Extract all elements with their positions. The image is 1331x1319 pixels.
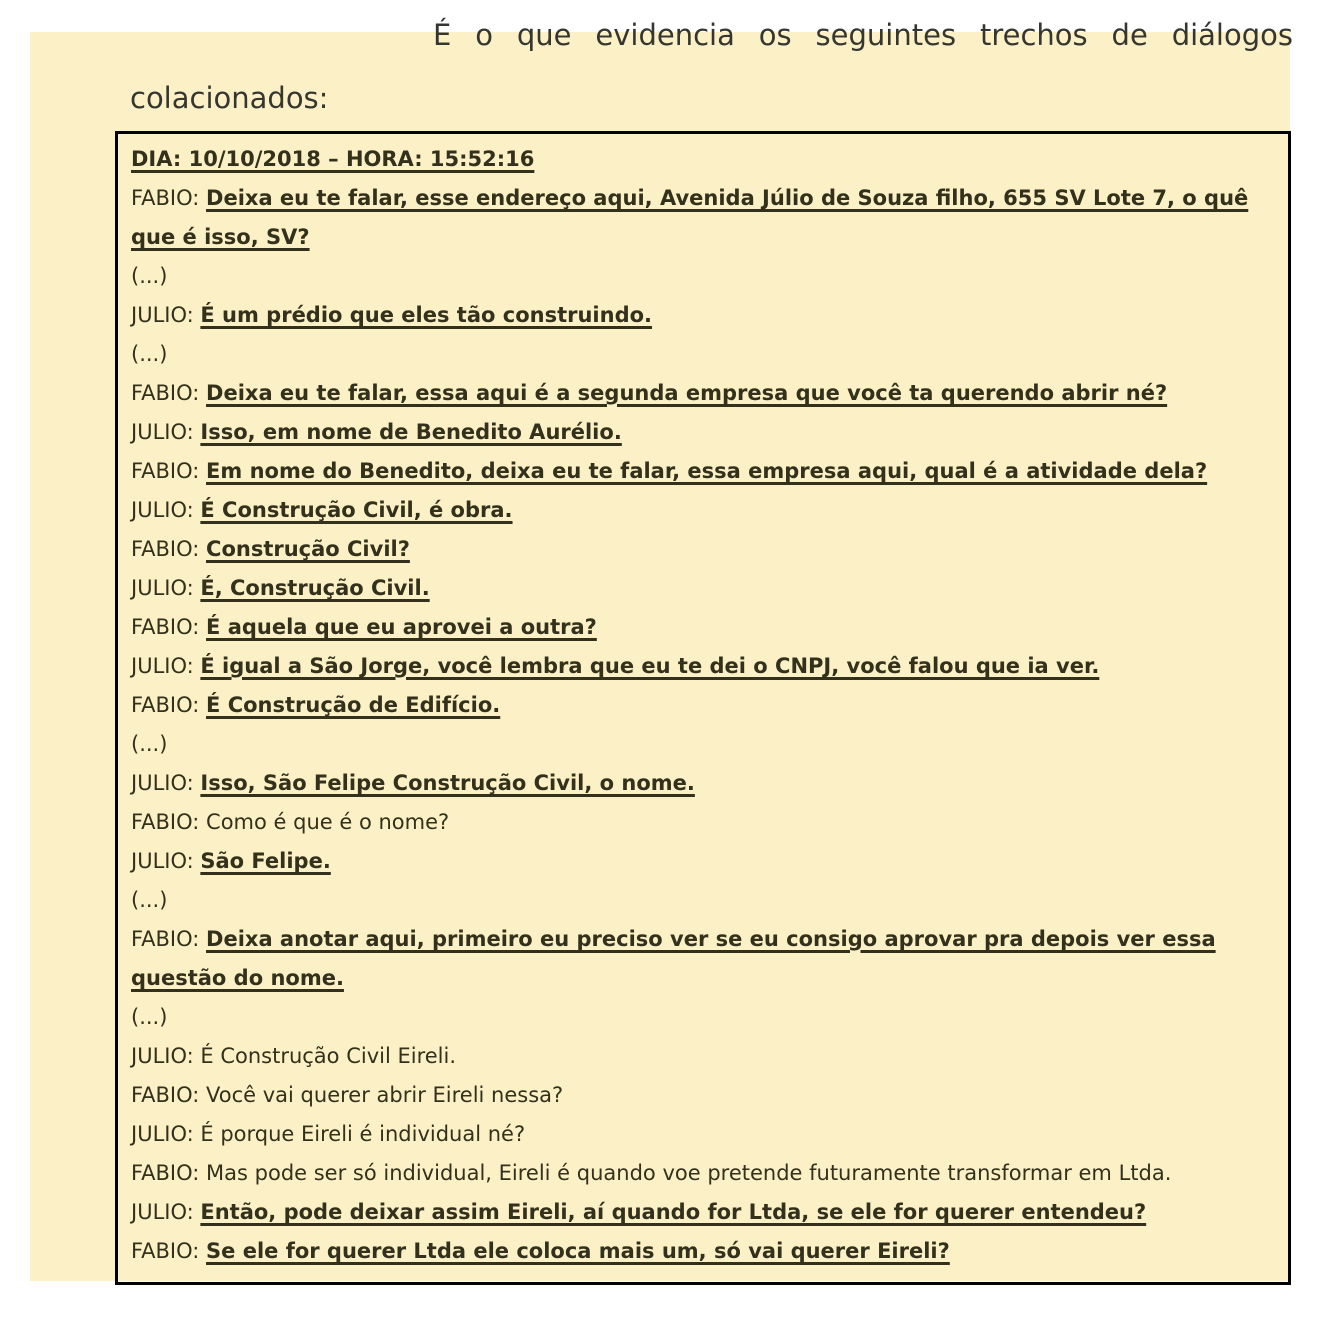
transcript-header: DIA: 10/10/2018 – HORA: 15:52:16 xyxy=(131,147,535,171)
speech-text: É Construção Civil Eireli. xyxy=(200,1044,457,1068)
speaker-label: FABIO: xyxy=(131,186,207,210)
transcript-line xyxy=(131,413,1276,452)
speech-text: (...) xyxy=(131,342,168,366)
transcript-line xyxy=(131,842,1276,881)
speaker-label: JULIO: xyxy=(131,771,201,795)
transcript-line xyxy=(131,530,1276,569)
transcript-line xyxy=(131,1193,1276,1232)
speech-text: Mas pode ser só individual, Eireli é quando voe pretende futuramente transformar em Ltda. xyxy=(206,1161,1172,1185)
speaker-label: JULIO: xyxy=(131,303,201,327)
speaker-label: JULIO: xyxy=(131,1200,201,1224)
speech-text: (...) xyxy=(131,888,168,912)
transcript-lines xyxy=(131,179,1276,1271)
speech-text: Você vai querer abrir Eireli nessa? xyxy=(206,1083,564,1107)
speech-text: Isso, São Felipe Construção Civil, o nome. xyxy=(200,771,695,795)
transcript-line xyxy=(131,374,1276,413)
speaker-label: FABIO: xyxy=(131,1083,207,1107)
speaker-label: FABIO: xyxy=(131,537,207,561)
speech-text: (...) xyxy=(131,1005,168,1029)
speaker-label: JULIO: xyxy=(131,849,201,873)
speech-text: Isso, em nome de Benedito Aurélio. xyxy=(200,420,622,444)
speech-text: Construção Civil? xyxy=(206,537,410,561)
speaker-label: FABIO: xyxy=(131,927,207,951)
speech-text: Deixa eu te falar, essa aqui é a segunda empresa que você ta querendo abrir né? xyxy=(206,381,1168,405)
transcript-line xyxy=(131,491,1276,530)
speech-text: São Felipe. xyxy=(200,849,331,873)
transcript-line xyxy=(131,1232,1276,1271)
speaker-label: FABIO: xyxy=(131,1161,207,1185)
transcript-line xyxy=(131,998,1276,1037)
transcript-line xyxy=(131,647,1276,686)
speech-text: É um prédio que eles tão construindo. xyxy=(200,303,653,327)
speaker-label: JULIO: xyxy=(131,498,201,522)
speech-text: É porque Eireli é individual né? xyxy=(200,1122,526,1146)
speech-text: Em nome do Benedito, deixa eu te falar, essa empresa aqui, qual é a atividade dela? xyxy=(206,459,1208,483)
transcript-line xyxy=(131,179,1276,257)
transcript-line xyxy=(131,764,1276,803)
intro-line-1: É o que evidencia os seguintes trechos de diálogos xyxy=(433,18,1293,52)
transcript-line xyxy=(131,1037,1276,1076)
speaker-label: FABIO: xyxy=(131,459,207,483)
transcript-line xyxy=(131,1154,1276,1193)
transcript-line xyxy=(131,452,1276,491)
transcript-line xyxy=(131,725,1276,764)
speaker-label: FABIO: xyxy=(131,381,207,405)
speech-text: É igual a São Jorge, você lembra que eu te dei o CNPJ, você falou que ia ver. xyxy=(200,654,1100,678)
speaker-label: FABIO: xyxy=(131,693,207,717)
speaker-label: JULIO: xyxy=(131,1122,201,1146)
speaker-label: JULIO: xyxy=(131,576,201,600)
speech-text: Como é que é o nome? xyxy=(206,810,450,834)
speaker-label: FABIO: xyxy=(131,615,207,639)
speaker-label: FABIO: xyxy=(131,810,207,834)
speaker-label: JULIO: xyxy=(131,1044,201,1068)
transcript-line xyxy=(131,296,1276,335)
transcript-line xyxy=(131,920,1276,998)
transcript-line xyxy=(131,335,1276,374)
speaker-label: FABIO: xyxy=(131,1239,207,1263)
speech-text: Se ele for querer Ltda ele coloca mais um, só vai querer Eireli? xyxy=(206,1239,950,1263)
speech-text: (...) xyxy=(131,264,168,288)
speaker-label: JULIO: xyxy=(131,654,201,678)
transcript-line xyxy=(131,569,1276,608)
dialog-transcript-box xyxy=(115,131,1291,1285)
transcript-line xyxy=(131,686,1276,725)
transcript-line xyxy=(131,608,1276,647)
speech-text: Deixa eu te falar, esse endereço aqui, Avenida Júlio de Souza filho, 655 SV Lote 7, o quê que é isso, SV? xyxy=(131,186,1249,249)
transcript-line xyxy=(131,1115,1276,1154)
speech-text: É Construção de Edifício. xyxy=(206,693,501,717)
speaker-label: JULIO: xyxy=(131,420,201,444)
speech-text: Então, pode deixar assim Eireli, aí quando for Ltda, se ele for querer entendeu? xyxy=(200,1200,1147,1224)
speech-text: É Construção Civil, é obra. xyxy=(200,498,513,522)
transcript-line xyxy=(131,1076,1276,1115)
transcript-line xyxy=(131,803,1276,842)
intro-line-2: colacionados: xyxy=(130,81,329,115)
transcript-line xyxy=(131,257,1276,296)
transcript-line xyxy=(131,881,1276,920)
speech-text: (...) xyxy=(131,732,168,756)
intro-paragraph xyxy=(130,4,1293,130)
speech-text: É aquela que eu aprovei a outra? xyxy=(206,615,597,639)
speech-text: Deixa anotar aqui, primeiro eu preciso ver se eu consigo aprovar pra depois ver essa questão do nome. xyxy=(131,927,1216,990)
speech-text: É, Construção Civil. xyxy=(200,576,430,600)
